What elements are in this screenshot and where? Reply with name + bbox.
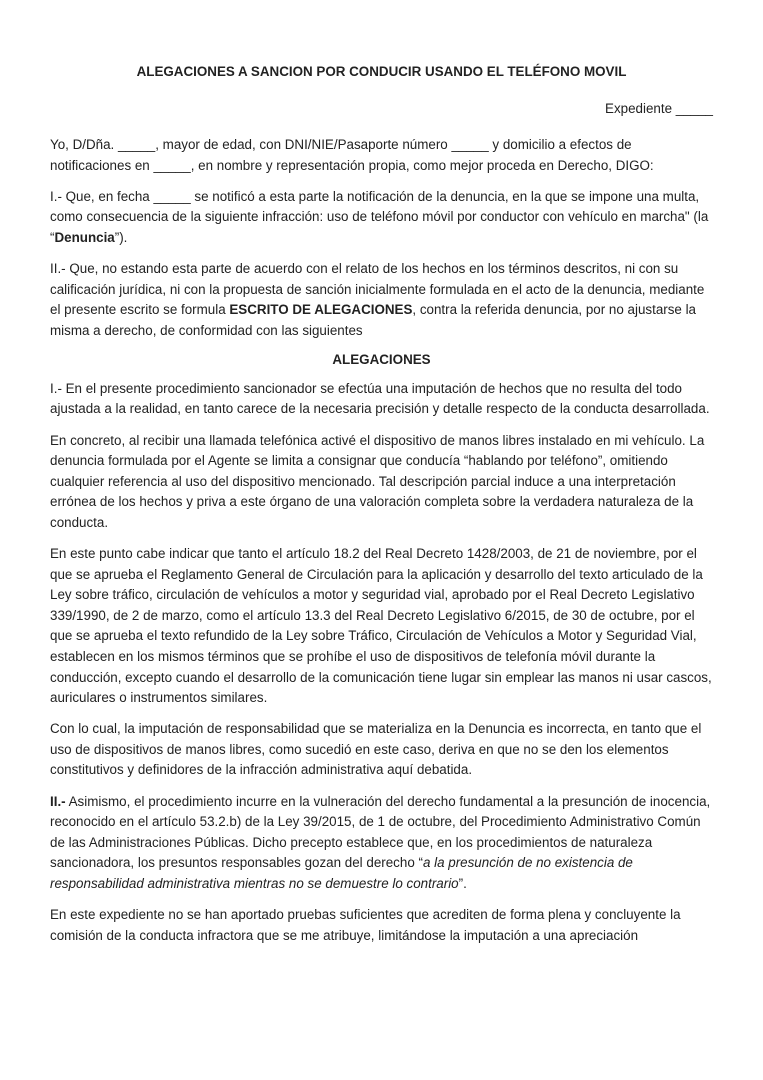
expediente-line: Expediente _____ <box>605 101 713 116</box>
paragraph-i-bold: Denuncia <box>54 229 115 245</box>
paragraph-ii-bold: ESCRITO DE ALEGACIONES <box>229 302 413 318</box>
alegacion-5-bold: II.- <box>50 793 66 809</box>
paragraph-i-text-1: I.- Que, en fecha _____ se notificó a esta parte la notificación de la denuncia, en la que se impone una multa, como consecuencia de la siguiente infracción: uso de teléfono móvil por conductor con vehículo en marcha" (la “ <box>50 188 709 245</box>
alegacion-4: Con lo cual, la imputación de responsabilidad que se materializa en la Denuncia es incorrecta, en tanto que el uso de dispositivos de manos libres, como sucedió en este caso, deriva en que no se den los elementos constitutivos y definidores de la infracción administrativa aquí debatida. <box>50 721 702 778</box>
alegacion-5 <box>50 792 713 895</box>
alegacion-5-text-2: ”. <box>458 875 467 891</box>
intro-paragraph <box>50 135 713 176</box>
alegacion-2: En concreto, al recibir una llamada telefónica activé el dispositivo de manos libres instalado en mi vehículo. La denuncia formulada por el Agente se limita a consignar que conducía “hablando por teléfono”, omitiendo cualquier referencia al uso del dispositivo mencionado. Tal descripción parcial induce a una interpretación errónea de los hechos y priva a este órgano de una valoración completa sobre la verdadera naturaleza de la conducta. <box>50 432 705 530</box>
intro-text: Yo, D/Dña. _____, mayor de edad, con DNI/NIE/Pasaporte número _____ y domicilio a efectos de notificaciones en _____, en nombre y representación propia, como mejor proceda en Derecho, DIGO: <box>50 137 654 173</box>
alegaciones-heading: ALEGACIONES <box>332 351 431 367</box>
paragraph-ii-text-2: , contra la referida denuncia, por no ajustarse la misma a derecho, de conformidad con las siguientes <box>50 302 697 338</box>
paragraph-ii-text-1: II.- Que, no estando esta parte de acuerdo con el relato de los hechos en los términos descritos, ni con su calificación jurídica, ni con la propuesta de sanción inicialmente formulada en el acto de la denuncia, mediante el presente escrito se formula <box>50 260 705 318</box>
document-title: ALEGACIONES A SANCION POR CONDUCIR USANDO EL TELÉFONO MOVIL <box>136 64 627 79</box>
alegacion-5-italic: a la presunción de no existencia de responsabilidad administrativa mientras no se demuestre lo contrario <box>50 855 633 891</box>
alegacion-5-text-1: Asimismo, el procedimiento incurre en la vulneración del derecho fundamental a la presunción de inocencia, reconocido en el artículo 53.2.b) de la Ley 39/2015, de 1 de octubre, del Procedimiento Administrativo Común de las Administraciones Públicas. Dicho precepto establece que, en los procedimientos de naturaleza sancionadora, los presuntos responsables gozan del derecho “ <box>50 793 711 871</box>
paragraph-i <box>50 187 713 249</box>
paragraph-ii <box>50 259 713 341</box>
paragraph-i-text-2: ”). <box>114 229 128 245</box>
alegacion-3: En este punto cabe indicar que tanto el artículo 18.2 del Real Decreto 1428/2003, de 21 de noviembre, por el que se aprueba el Reglamento General de Circulación para la aplicación y desarrollo del texto articulado de la Ley sobre tráfico, circulación de vehículos a motor y seguridad vial, aprobado por el Real Decreto Legislativo 339/1990, de 2 de marzo, como el artículo 13.3 del Real Decreto Legislativo 6/2015, de 30 de octubre, por el que se aprueba el texto refundido de la Ley sobre Tráfico, Circulación de Vehículos a Motor y Seguridad Vial, establecen en los mismos términos que se prohíbe el uso de dispositivos de telefonía móvil durante la conducción, excepto cuando el desarrollo de la comunicación tiene lugar sin emplear las manos ni usar cascos, auriculares o instrumentos similares. <box>50 546 712 706</box>
alegacion-6: En este expediente no se han aportado pruebas suficientes que acrediten de forma plena y concluyente la comisión de la conducta infractora que se me atribuye, limitándose la imputación a una apreciación <box>50 907 681 943</box>
alegacion-1: I.- En el presente procedimiento sancionador se efectúa una imputación de hechos que no resulta del todo ajustada a la realidad, en tanto carece de la necesaria precisión y detalle respecto de la conducta desarrollada. <box>50 380 710 417</box>
